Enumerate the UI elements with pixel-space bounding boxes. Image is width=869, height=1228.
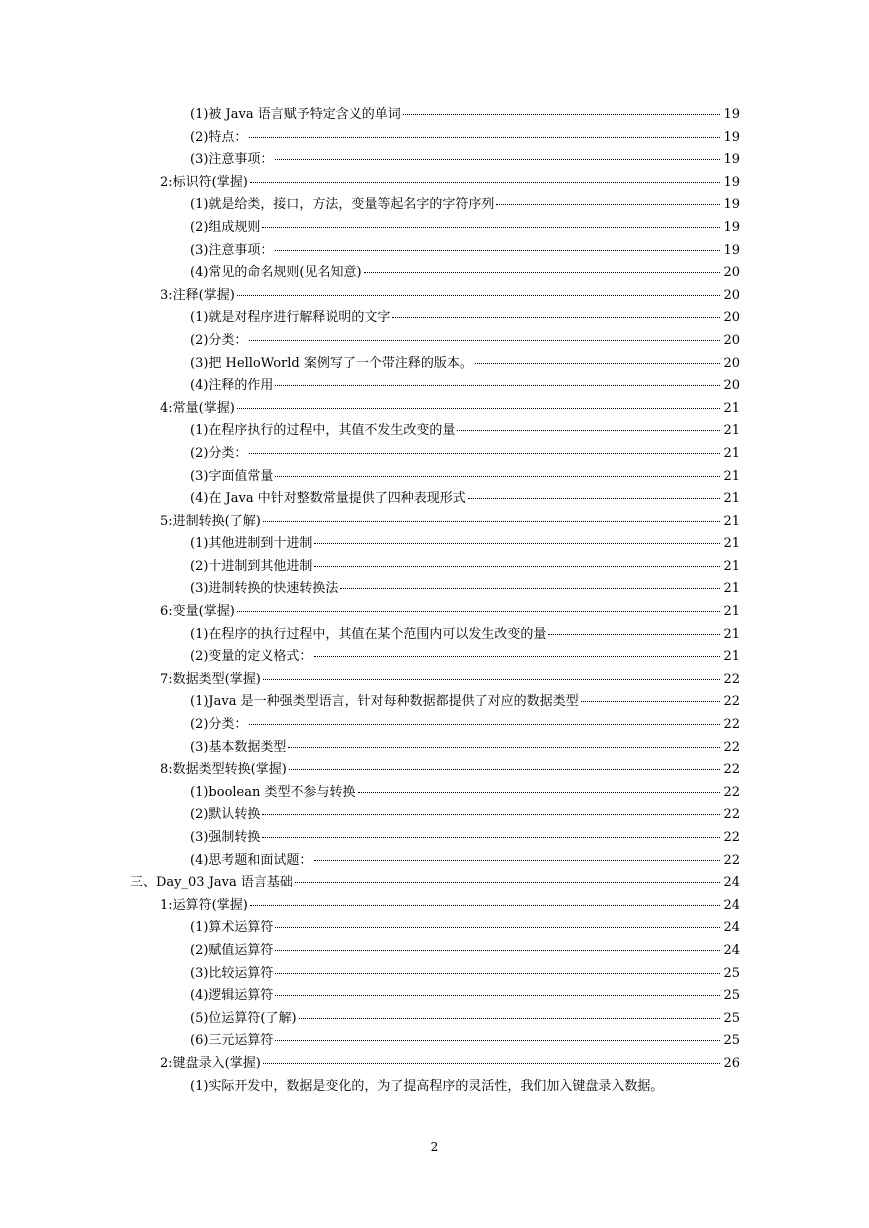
toc-entry-page: 24 bbox=[723, 875, 740, 891]
toc-entry-title: (4)常见的命名规则(见名知意) bbox=[190, 265, 362, 281]
toc-entry-page: 21 bbox=[723, 581, 740, 597]
toc-dot-leader bbox=[250, 905, 720, 906]
toc-entry-title: (3)强制转换 bbox=[190, 830, 261, 845]
toc-entry-title: (2)分类： bbox=[190, 332, 248, 348]
toc-entry-title: (3)把 HelloWorld 案例写了一个带注释的版本。 bbox=[190, 355, 473, 371]
toc-entry[interactable] bbox=[130, 737, 740, 760]
toc-entry-title: 7:数据类型(掌握) bbox=[160, 671, 261, 687]
toc-dot-leader bbox=[314, 860, 720, 861]
toc-entry[interactable] bbox=[130, 669, 740, 692]
toc-entry[interactable] bbox=[130, 466, 740, 489]
toc-entry[interactable] bbox=[130, 285, 740, 308]
toc-entry-page: 21 bbox=[723, 423, 740, 439]
toc-entry[interactable] bbox=[130, 714, 740, 737]
toc-entry-page: 21 bbox=[723, 400, 740, 416]
toc-entry[interactable] bbox=[130, 782, 740, 805]
toc-dot-leader bbox=[249, 724, 720, 725]
toc-entry[interactable] bbox=[130, 691, 740, 714]
toc-entry-title: 2:键盘录入(掌握) bbox=[160, 1055, 261, 1071]
toc-entry-title: (1)实际开发中，数据是变化的，为了提高程序的灵活性，我们加入键盘录入数据。 bbox=[190, 1078, 664, 1094]
toc-dot-leader bbox=[249, 340, 720, 341]
toc-entry-page: 22 bbox=[723, 762, 740, 778]
toc-dot-leader bbox=[249, 453, 720, 454]
toc-dot-leader bbox=[262, 814, 720, 815]
toc-entry-page: 22 bbox=[723, 830, 740, 845]
toc-entry-title: (2)组成规则 bbox=[190, 219, 261, 235]
toc-dot-leader bbox=[237, 611, 720, 612]
toc-dot-leader bbox=[364, 272, 720, 273]
toc-entry[interactable] bbox=[130, 759, 740, 782]
toc-entry-title: (3)注意事项： bbox=[190, 242, 274, 258]
table-of-contents bbox=[130, 104, 740, 1098]
toc-entry-page: 24 bbox=[723, 942, 740, 958]
toc-entry[interactable] bbox=[130, 578, 740, 601]
toc-entry-title: (1)在程序的执行过程中，其值在某个范围内可以发生改变的量 bbox=[190, 626, 547, 642]
toc-entry[interactable] bbox=[130, 624, 740, 647]
toc-entry[interactable] bbox=[130, 420, 740, 443]
toc-entry[interactable] bbox=[130, 1053, 740, 1076]
toc-dot-leader bbox=[263, 521, 720, 522]
toc-entry-page: 20 bbox=[723, 355, 740, 371]
toc-entry-title: (2)分类： bbox=[190, 717, 248, 733]
toc-dot-leader bbox=[275, 973, 720, 974]
toc-entry[interactable] bbox=[130, 895, 740, 918]
toc-entry[interactable] bbox=[130, 646, 740, 669]
toc-entry[interactable] bbox=[130, 917, 740, 940]
toc-dot-leader bbox=[275, 476, 720, 477]
toc-entry-page: 21 bbox=[723, 626, 740, 642]
toc-entry-title: (2)赋值运算符 bbox=[190, 942, 274, 958]
toc-entry-title: (1)就是对程序进行解释说明的文字 bbox=[190, 310, 391, 326]
toc-entry[interactable] bbox=[130, 194, 740, 217]
toc-dot-leader bbox=[340, 588, 720, 589]
toc-entry-title: (1)就是给类，接口，方法，变量等起名字的字符序列 bbox=[190, 197, 495, 213]
toc-dot-leader bbox=[392, 317, 720, 318]
toc-entry-page: 24 bbox=[723, 897, 740, 913]
toc-dot-leader bbox=[275, 1040, 720, 1041]
toc-dot-leader bbox=[314, 656, 720, 657]
toc-dot-leader bbox=[275, 995, 720, 996]
toc-entry[interactable] bbox=[130, 827, 740, 850]
toc-entry-title: 6:变量(掌握) bbox=[160, 604, 235, 620]
toc-dot-leader bbox=[358, 792, 721, 793]
toc-dot-leader bbox=[262, 837, 720, 838]
toc-entry-title: (2)变量的定义格式： bbox=[190, 649, 313, 665]
toc-dot-leader bbox=[237, 408, 720, 409]
toc-entry-title: (3)注意事项： bbox=[190, 152, 274, 168]
toc-entry[interactable] bbox=[130, 1008, 740, 1031]
toc-dot-leader bbox=[275, 927, 720, 928]
toc-entry-page: 20 bbox=[723, 378, 740, 394]
toc-dot-leader bbox=[314, 543, 720, 544]
toc-entry[interactable] bbox=[130, 804, 740, 827]
toc-entry-title: (1)其他进制到十进制 bbox=[190, 536, 313, 552]
toc-entry-page: 19 bbox=[723, 242, 740, 258]
toc-dot-leader bbox=[475, 363, 720, 364]
toc-entry[interactable] bbox=[130, 307, 740, 330]
toc-entry-page: 25 bbox=[723, 988, 740, 1004]
toc-entry-page: 24 bbox=[723, 920, 740, 936]
toc-entry-page: 19 bbox=[723, 129, 740, 145]
toc-entry-title: (2)十进制到其他进制 bbox=[190, 558, 313, 574]
toc-entry[interactable] bbox=[130, 1030, 740, 1053]
toc-dot-leader bbox=[262, 227, 720, 228]
toc-entry-title: (3)字面值常量 bbox=[190, 468, 274, 484]
toc-entry-page: 25 bbox=[723, 965, 740, 981]
toc-dot-leader bbox=[289, 769, 720, 770]
toc-entry[interactable] bbox=[130, 533, 740, 556]
toc-entry-page: 25 bbox=[723, 1010, 740, 1026]
toc-entry-title: (5)位运算符(了解) bbox=[190, 1010, 297, 1026]
toc-dot-leader bbox=[403, 114, 720, 115]
toc-entry[interactable] bbox=[130, 104, 740, 127]
toc-dot-leader bbox=[581, 701, 720, 702]
toc-entry[interactable] bbox=[130, 172, 740, 195]
toc-entry-page: 22 bbox=[723, 671, 740, 687]
toc-dot-leader bbox=[249, 137, 720, 138]
toc-dot-leader bbox=[275, 385, 720, 386]
toc-entry-page: 22 bbox=[723, 739, 740, 755]
toc-entry-page: 25 bbox=[723, 1033, 740, 1049]
toc-entry[interactable] bbox=[130, 963, 740, 986]
toc-entry-title: (1)boolean 类型不参与转换 bbox=[190, 784, 356, 800]
toc-entry-page: 19 bbox=[723, 197, 740, 213]
toc-entry-title: (4)思考题和面试题： bbox=[190, 852, 313, 868]
toc-dot-leader bbox=[468, 498, 720, 499]
toc-entry-page: 19 bbox=[723, 107, 740, 122]
toc-entry[interactable] bbox=[130, 375, 740, 398]
toc-entry-page: 19 bbox=[723, 152, 740, 168]
toc-entry-page: 21 bbox=[723, 491, 740, 507]
toc-entry[interactable] bbox=[130, 217, 740, 240]
toc-entry[interactable] bbox=[130, 488, 740, 511]
toc-entry-title: 1:运算符(掌握) bbox=[160, 897, 248, 913]
toc-entry[interactable] bbox=[130, 398, 740, 421]
toc-dot-leader bbox=[263, 679, 720, 680]
toc-entry-title: 三、Day_03 Java 语言基础 bbox=[130, 875, 293, 891]
toc-entry-title: (1)算术运算符 bbox=[190, 920, 274, 936]
toc-entry-page: 22 bbox=[723, 807, 740, 823]
page-number: 2 bbox=[430, 1140, 439, 1154]
toc-entry-title: (3)比较运算符 bbox=[190, 965, 274, 981]
toc-entry[interactable] bbox=[130, 850, 740, 873]
toc-entry-page: 21 bbox=[723, 558, 740, 574]
toc-entry-page: 21 bbox=[723, 468, 740, 484]
toc-entry-title: (2)特点： bbox=[190, 129, 248, 145]
toc-entry-page: 20 bbox=[723, 265, 740, 281]
toc-entry[interactable] bbox=[130, 353, 740, 376]
toc-entry-page: 19 bbox=[723, 219, 740, 235]
toc-entry-page: 21 bbox=[723, 513, 740, 529]
toc-entry-title: 4:常量(掌握) bbox=[160, 400, 235, 416]
toc-entry-title: (3)基本数据类型 bbox=[190, 739, 287, 755]
toc-entry-page: 21 bbox=[723, 445, 740, 461]
toc-entry-title: (4)注释的作用 bbox=[190, 378, 274, 394]
toc-dot-leader bbox=[314, 566, 720, 567]
toc-dot-leader bbox=[275, 159, 720, 160]
toc-entry-title: (4)逻辑运算符 bbox=[190, 988, 274, 1004]
toc-dot-leader bbox=[250, 182, 720, 183]
toc-entry[interactable] bbox=[130, 127, 740, 150]
toc-entry[interactable] bbox=[130, 240, 740, 263]
toc-entry-page: 21 bbox=[723, 604, 740, 620]
toc-entry-page: 22 bbox=[723, 852, 740, 868]
toc-dot-leader bbox=[457, 430, 720, 431]
toc-entry-title: 5:进制转换(了解) bbox=[160, 513, 261, 529]
toc-entry[interactable] bbox=[130, 985, 740, 1008]
toc-dot-leader bbox=[548, 634, 720, 635]
toc-entry[interactable] bbox=[130, 330, 740, 353]
toc-entry-title: (2)默认转换 bbox=[190, 807, 261, 823]
toc-entry[interactable] bbox=[130, 940, 740, 963]
toc-dot-leader bbox=[295, 882, 720, 883]
toc-dot-leader bbox=[496, 204, 720, 205]
toc-entry[interactable] bbox=[130, 872, 740, 895]
toc-entry-page: 22 bbox=[723, 784, 740, 800]
toc-dot-leader bbox=[299, 1018, 720, 1019]
toc-entry-title: (4)在 Java 中针对整数常量提供了四种表现形式 bbox=[190, 491, 466, 507]
toc-entry[interactable] bbox=[130, 262, 740, 285]
toc-entry-title: 2:标识符(掌握) bbox=[160, 174, 248, 190]
toc-entry-title: (1)在程序执行的过程中，其值不发生改变的量 bbox=[190, 423, 456, 439]
toc-entry-title: (1)被 Java 语言赋予特定含义的单词 bbox=[190, 107, 401, 122]
toc-entry[interactable] bbox=[130, 511, 740, 534]
toc-entry-page: 22 bbox=[723, 694, 740, 710]
toc-entry-title: 8:数据类型转换(掌握) bbox=[160, 762, 287, 778]
toc-dot-leader bbox=[237, 295, 720, 296]
toc-entry-page: 26 bbox=[723, 1055, 740, 1071]
toc-entry[interactable] bbox=[130, 443, 740, 466]
toc-entry-page: 20 bbox=[723, 310, 740, 326]
toc-entry[interactable] bbox=[130, 1076, 740, 1099]
toc-entry-title: (2)分类： bbox=[190, 445, 248, 461]
toc-dot-leader bbox=[275, 950, 720, 951]
toc-entry-title: (1)Java 是一种强类型语言，针对每种数据都提供了对应的数据类型 bbox=[190, 694, 579, 710]
toc-entry[interactable] bbox=[130, 149, 740, 172]
toc-dot-leader bbox=[275, 250, 720, 251]
toc-entry-title: (3)进制转换的快速转换法 bbox=[190, 581, 339, 597]
toc-entry-page: 20 bbox=[723, 287, 740, 303]
toc-entry-page: 21 bbox=[723, 649, 740, 665]
toc-entry-page: 20 bbox=[723, 332, 740, 348]
toc-entry-title: 3:注释(掌握) bbox=[160, 287, 235, 303]
toc-entry[interactable] bbox=[130, 601, 740, 624]
toc-entry[interactable] bbox=[130, 556, 740, 579]
toc-entry-title: (6)三元运算符 bbox=[190, 1033, 274, 1049]
toc-dot-leader bbox=[263, 1063, 720, 1064]
toc-entry-page: 19 bbox=[723, 174, 740, 190]
toc-entry-page: 22 bbox=[723, 717, 740, 733]
toc-dot-leader bbox=[288, 747, 720, 748]
toc-entry-page: 21 bbox=[723, 536, 740, 552]
